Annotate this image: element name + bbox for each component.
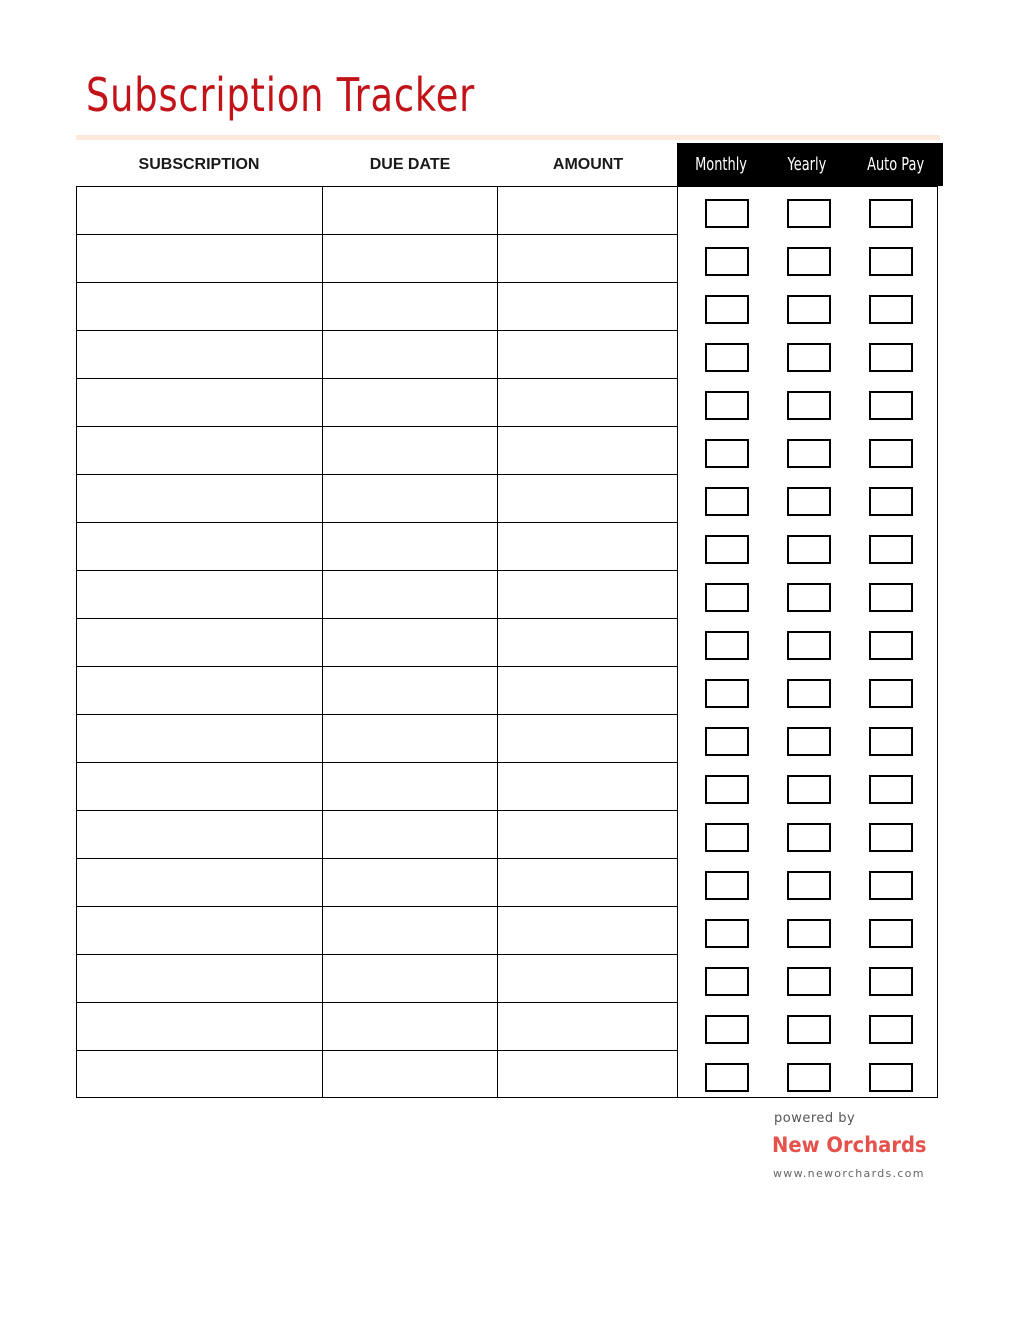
column-header-monthly-text: Monthly (695, 154, 747, 175)
subscription-cell[interactable] (77, 955, 322, 1002)
due-date-cell[interactable] (323, 235, 497, 282)
auto-pay-checkbox[interactable] (869, 199, 913, 228)
amount-cell[interactable] (498, 331, 677, 378)
amount-cell[interactable] (498, 235, 677, 282)
amount-cell[interactable] (498, 667, 677, 714)
subscription-cell[interactable] (77, 811, 322, 858)
amount-cell[interactable] (498, 955, 677, 1002)
column-header-auto-pay (853, 143, 939, 186)
monthly-checkbox[interactable] (705, 439, 749, 468)
amount-cell[interactable] (498, 427, 677, 474)
powered-by-text: powered by (774, 1111, 856, 1126)
due-date-cell[interactable] (323, 523, 497, 570)
auto-pay-checkbox[interactable] (869, 631, 913, 660)
auto-pay-checkbox[interactable] (869, 967, 913, 996)
yearly-checkbox[interactable] (787, 199, 831, 228)
subscription-cell[interactable] (77, 427, 322, 474)
monthly-checkbox[interactable] (705, 871, 749, 900)
yearly-checkbox[interactable] (787, 535, 831, 564)
auto-pay-checkbox[interactable] (869, 391, 913, 420)
due-date-cell[interactable] (323, 763, 497, 810)
subscription-cell[interactable] (77, 331, 322, 378)
column-divider (677, 186, 678, 1098)
amount-cell[interactable] (498, 571, 677, 618)
amount-cell[interactable] (498, 283, 677, 330)
yearly-checkbox[interactable] (787, 823, 831, 852)
auto-pay-checkbox[interactable] (869, 679, 913, 708)
auto-pay-checkbox[interactable] (869, 727, 913, 756)
due-date-cell[interactable] (323, 907, 497, 954)
amount-cell[interactable] (498, 523, 677, 570)
due-date-cell[interactable] (323, 859, 497, 906)
auto-pay-checkbox[interactable] (869, 775, 913, 804)
due-date-cell[interactable] (323, 331, 497, 378)
due-date-cell[interactable] (323, 283, 497, 330)
due-date-cell[interactable] (323, 619, 497, 666)
amount-cell[interactable] (498, 763, 677, 810)
brand-logo: New Orchards (772, 1133, 927, 1157)
monthly-checkbox[interactable] (705, 583, 749, 612)
yearly-checkbox[interactable] (787, 631, 831, 660)
yearly-checkbox[interactable] (787, 391, 831, 420)
due-date-cell[interactable] (323, 1003, 497, 1050)
monthly-checkbox[interactable] (705, 823, 749, 852)
amount-cell[interactable] (498, 1051, 677, 1098)
amount-cell[interactable] (498, 859, 677, 906)
auto-pay-checkbox[interactable] (869, 871, 913, 900)
subscription-cell[interactable] (77, 187, 322, 234)
monthly-checkbox[interactable] (705, 295, 749, 324)
due-date-cell[interactable] (323, 571, 497, 618)
amount-cell[interactable] (498, 187, 677, 234)
subscription-cell[interactable] (77, 283, 322, 330)
auto-pay-checkbox[interactable] (869, 919, 913, 948)
auto-pay-checkbox[interactable] (869, 343, 913, 372)
column-header-amount: AMOUNT (552, 156, 624, 173)
subscription-cell[interactable] (77, 379, 322, 426)
subscription-cell[interactable] (77, 1051, 322, 1098)
due-date-cell[interactable] (323, 187, 497, 234)
subscription-cell[interactable] (77, 715, 322, 762)
monthly-checkbox[interactable] (705, 1063, 749, 1092)
auto-pay-checkbox[interactable] (869, 1015, 913, 1044)
monthly-checkbox[interactable] (705, 487, 749, 516)
yearly-checkbox[interactable] (787, 919, 831, 948)
monthly-checkbox[interactable] (705, 535, 749, 564)
yearly-checkbox[interactable] (787, 1063, 831, 1092)
column-header-due-date: DUE DATE (369, 156, 451, 173)
monthly-checkbox[interactable] (705, 919, 749, 948)
due-date-cell[interactable] (323, 1051, 497, 1098)
monthly-checkbox[interactable] (705, 967, 749, 996)
due-date-cell[interactable] (323, 955, 497, 1002)
subscription-cell[interactable] (77, 1003, 322, 1050)
monthly-checkbox[interactable] (705, 1015, 749, 1044)
monthly-checkbox[interactable] (705, 631, 749, 660)
subscription-cell[interactable] (77, 859, 322, 906)
yearly-checkbox[interactable] (787, 727, 831, 756)
subscription-cell[interactable] (77, 619, 322, 666)
auto-pay-checkbox[interactable] (869, 295, 913, 324)
amount-cell[interactable] (498, 907, 677, 954)
due-date-cell[interactable] (323, 715, 497, 762)
amount-cell[interactable] (498, 811, 677, 858)
yearly-checkbox[interactable] (787, 1015, 831, 1044)
column-header-subscription: SUBSCRIPTION (138, 156, 260, 173)
monthly-checkbox[interactable] (705, 199, 749, 228)
yearly-checkbox[interactable] (787, 247, 831, 276)
amount-cell[interactable] (498, 379, 677, 426)
subscription-cell[interactable] (77, 571, 322, 618)
column-header-yearly-text: Yearly (787, 154, 827, 175)
amount-cell[interactable] (498, 475, 677, 522)
column-header-auto-pay-text: Auto Pay (867, 154, 925, 175)
yearly-checkbox[interactable] (787, 439, 831, 468)
amount-cell[interactable] (498, 1003, 677, 1050)
brand-url: www.neworchards.com (773, 1167, 925, 1180)
yearly-checkbox[interactable] (787, 487, 831, 516)
amount-cell[interactable] (498, 715, 677, 762)
auto-pay-checkbox[interactable] (869, 247, 913, 276)
monthly-checkbox[interactable] (705, 727, 749, 756)
subscription-cell[interactable] (77, 523, 322, 570)
auto-pay-checkbox[interactable] (869, 583, 913, 612)
column-header-monthly (681, 143, 761, 186)
checkbox-column-header-bar (677, 143, 943, 186)
subscription-cell[interactable] (77, 475, 322, 522)
monthly-checkbox[interactable] (705, 343, 749, 372)
subscription-cell[interactable] (77, 763, 322, 810)
yearly-checkbox[interactable] (787, 583, 831, 612)
page-title: Subscription Tracker (86, 68, 476, 122)
yearly-checkbox[interactable] (787, 775, 831, 804)
amount-cell[interactable] (498, 619, 677, 666)
monthly-checkbox[interactable] (705, 679, 749, 708)
yearly-checkbox[interactable] (787, 871, 831, 900)
due-date-cell[interactable] (323, 427, 497, 474)
auto-pay-checkbox[interactable] (869, 823, 913, 852)
yearly-checkbox[interactable] (787, 967, 831, 996)
subscription-cell[interactable] (77, 235, 322, 282)
yearly-checkbox[interactable] (787, 679, 831, 708)
auto-pay-checkbox[interactable] (869, 1063, 913, 1092)
monthly-checkbox[interactable] (705, 775, 749, 804)
due-date-cell[interactable] (323, 475, 497, 522)
monthly-checkbox[interactable] (705, 247, 749, 276)
subscription-cell[interactable] (77, 907, 322, 954)
title-underline (76, 135, 940, 140)
column-header-yearly (767, 143, 847, 186)
auto-pay-checkbox[interactable] (869, 487, 913, 516)
subscription-cell[interactable] (77, 667, 322, 714)
yearly-checkbox[interactable] (787, 295, 831, 324)
due-date-cell[interactable] (323, 811, 497, 858)
due-date-cell[interactable] (323, 667, 497, 714)
yearly-checkbox[interactable] (787, 343, 831, 372)
auto-pay-checkbox[interactable] (869, 439, 913, 468)
due-date-cell[interactable] (323, 379, 497, 426)
monthly-checkbox[interactable] (705, 391, 749, 420)
auto-pay-checkbox[interactable] (869, 535, 913, 564)
